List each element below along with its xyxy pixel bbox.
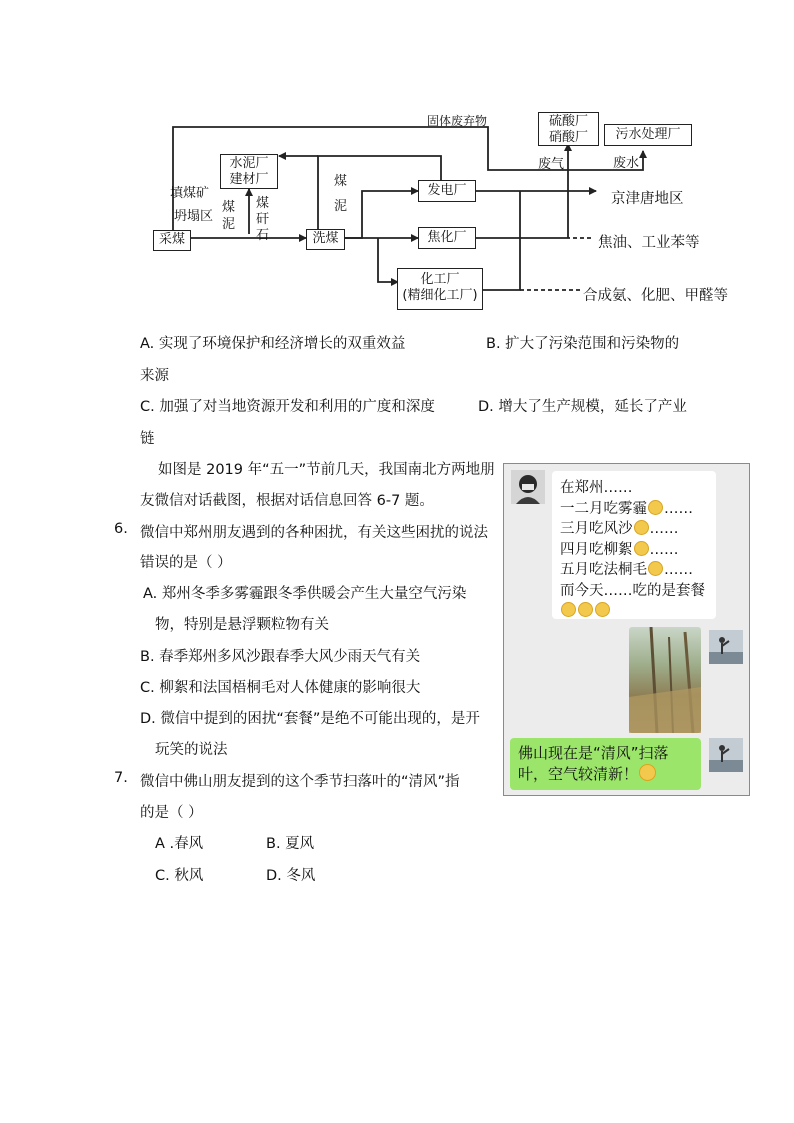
q5-option-d-cont: 链: [140, 431, 155, 447]
tar-benzene-label: 焦油、工业苯等: [598, 235, 700, 251]
jingjintang-label: 京津唐地区: [611, 191, 684, 207]
sewage-plant-box: 污水处理厂: [604, 124, 692, 146]
wechat-screenshot: [503, 463, 750, 796]
person-silhouette-icon: [709, 738, 743, 772]
fill-mine-label: 填煤矿: [170, 186, 210, 201]
q6-option-a: A. 郑州冬季多雾霾跟冬季供暖会产生大量空气污染: [143, 586, 467, 602]
person-mask-icon: [511, 470, 545, 504]
q7-stem-cont: 的是（ ）: [140, 805, 203, 821]
crying-emoji-icon: [578, 602, 593, 617]
foshan-avatar-1: [709, 630, 743, 664]
q7-stem: 微信中佛山朋友提到的这个季节扫落叶的“清风”指: [140, 774, 460, 790]
q6-stem: 微信中郑州朋友遇到的各种困扰，有关这些困扰的说法: [140, 525, 488, 541]
q5-option-a: A. 实现了环境保护和经济增长的双重效益: [140, 336, 406, 352]
washing-to-power: [345, 191, 418, 238]
fallen-leaves-photo: [629, 627, 701, 733]
q6-option-d: D. 微信中提到的困扰“套餐”是绝不可能出现的，是开: [140, 711, 480, 727]
waste-water-label: 废水: [613, 156, 640, 171]
q7-option-c: C. 秋风: [155, 868, 204, 884]
crying-emoji-icon: [595, 602, 610, 617]
q6-option-a-cont: 物，特别是悬浮颗粒物有关: [155, 617, 329, 633]
street-trees-image: [629, 627, 701, 733]
mining-box: 采煤: [153, 230, 191, 251]
sad-emoji-icon: [648, 561, 663, 576]
intro-line-2: 友微信对话截图，根据对话信息回答 6-7 题。: [140, 493, 434, 509]
q6-stem-cont: 错误的是（ ）: [140, 555, 232, 571]
washing-to-chemical: [378, 238, 398, 282]
foshan-message-bubble: 佛山现在是“清风”扫落 叶，空气较清新！: [510, 738, 701, 790]
q7-option-d: D. 冬风: [266, 868, 316, 884]
smile-emoji-icon: [634, 541, 649, 556]
sulfuric-label: 硫酸厂: [548, 114, 588, 129]
zhengzhou-message-bubble: 在郑州…… 一二月吃雾霾 …… 三月吃风沙 …… 四月吃柳絮 …… 五月吃法桐毛 …… 而今天……吃的是套餐: [552, 471, 716, 619]
q5-option-c: C. 加强了对当地资源开发和利用的广度和深度: [140, 399, 435, 415]
q6-number: 6.: [114, 521, 128, 537]
q6-option-b: B. 春季郑州多风沙跟春季大风少雨天气有关: [140, 649, 421, 665]
washing-box: 洗煤: [306, 229, 345, 250]
power-plant-box: 发电厂: [418, 180, 476, 202]
zhengzhou-avatar: [511, 470, 545, 504]
q7-option-a: A .春风: [155, 836, 204, 852]
intro-line-1: 如图是 2019 年“五一”节前几天，我国南北方两地朋: [158, 462, 495, 478]
waste-gas-label: 废气: [538, 157, 565, 172]
foshan-avatar-2: [709, 738, 743, 772]
ammonia-fertilizer-label: 合成氨、化肥、甲醛等: [583, 288, 728, 304]
person-silhouette-icon: [709, 630, 743, 664]
grin-emoji-icon: [639, 764, 656, 781]
cement-plant-box: 水泥厂 建材厂: [220, 154, 278, 189]
q6-option-c: C. 柳絮和法国梧桐毛对人体健康的影响很大: [140, 680, 421, 696]
q7-option-b: B. 夏风: [266, 836, 315, 852]
coking-plant-box: 焦化厂: [418, 227, 476, 249]
q5-option-d: D. 增大了生产规模，延长了产业: [478, 399, 687, 415]
q6-option-d-cont: 玩笑的说法: [155, 742, 228, 758]
sulfuric-nitric-plant-box: [538, 112, 599, 146]
q5-option-b-cont: 来源: [140, 368, 169, 384]
crying-emoji-icon: [561, 602, 576, 617]
q5-option-b: B. 扩大了污染范围和污染物的: [486, 336, 680, 352]
solid-waste-label: 固体废弃物: [427, 114, 488, 128]
q7-number: 7.: [114, 770, 128, 786]
chemical-plant-box: 化工厂 (精细化工厂): [397, 268, 483, 310]
collapse-area-label: 坍塌区: [174, 209, 214, 224]
smile-emoji-icon: [634, 520, 649, 535]
nitric-label: 硝酸厂: [548, 130, 588, 145]
smile-emoji-icon: [648, 500, 663, 515]
